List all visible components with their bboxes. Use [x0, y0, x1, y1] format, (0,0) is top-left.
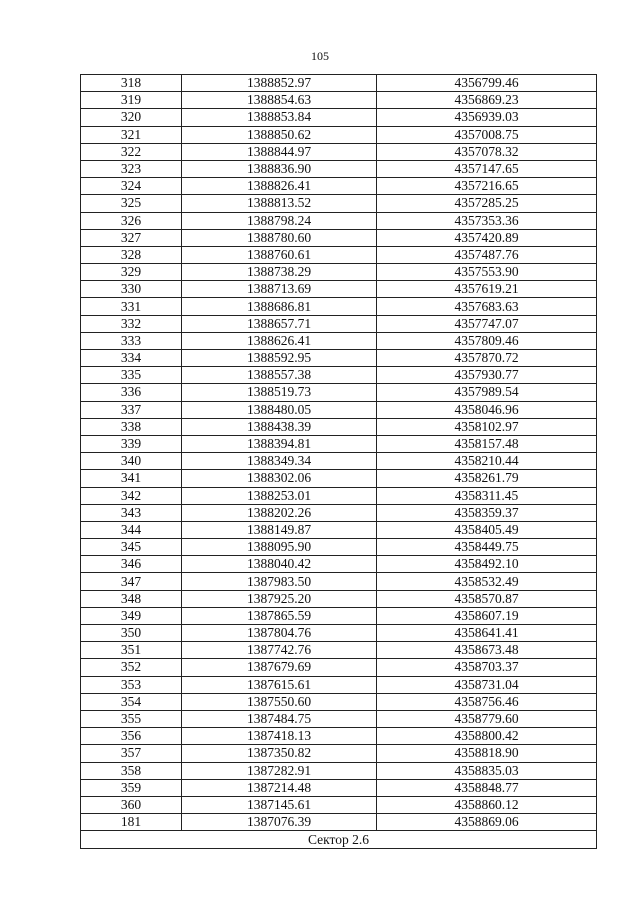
x-coordinate-cell: 1387742.76 — [182, 642, 377, 659]
x-coordinate-cell: 1387550.60 — [182, 693, 377, 710]
table-row — [81, 470, 597, 487]
x-coordinate-cell: 1388836.90 — [182, 160, 377, 177]
x-coordinate-cell: 1388826.41 — [182, 178, 377, 195]
point-number-cell: 341 — [81, 470, 182, 487]
y-coordinate-cell: 4357487.76 — [377, 246, 597, 263]
point-number-cell: 353 — [81, 676, 182, 693]
point-number-cell: 327 — [81, 229, 182, 246]
table-row — [81, 143, 597, 160]
x-coordinate-cell: 1388040.42 — [182, 556, 377, 573]
y-coordinate-cell: 4357747.07 — [377, 315, 597, 332]
table-row — [81, 728, 597, 745]
y-coordinate-cell: 4358860.12 — [377, 796, 597, 813]
point-number-cell: 336 — [81, 384, 182, 401]
x-coordinate-cell: 1388686.81 — [182, 298, 377, 315]
y-coordinate-cell: 4357285.25 — [377, 195, 597, 212]
y-coordinate-cell: 4358492.10 — [377, 556, 597, 573]
point-number-cell: 351 — [81, 642, 182, 659]
x-coordinate-cell: 1388149.87 — [182, 521, 377, 538]
y-coordinate-cell: 4358570.87 — [377, 590, 597, 607]
table-row — [81, 315, 597, 332]
point-number-cell: 319 — [81, 92, 182, 109]
x-coordinate-cell: 1387214.48 — [182, 779, 377, 796]
point-number-cell: 320 — [81, 109, 182, 126]
x-coordinate-cell: 1388480.05 — [182, 401, 377, 418]
y-coordinate-cell: 4357420.89 — [377, 229, 597, 246]
point-number-cell: 346 — [81, 556, 182, 573]
x-coordinate-cell: 1388813.52 — [182, 195, 377, 212]
point-number-cell: 355 — [81, 710, 182, 727]
x-coordinate-cell: 1388760.61 — [182, 246, 377, 263]
y-coordinate-cell: 4358449.75 — [377, 539, 597, 556]
x-coordinate-cell: 1388592.95 — [182, 350, 377, 367]
point-number-cell: 358 — [81, 762, 182, 779]
table-row — [81, 298, 597, 315]
point-number-cell: 354 — [81, 693, 182, 710]
x-coordinate-cell: 1387282.91 — [182, 762, 377, 779]
table-row — [81, 178, 597, 195]
point-number-cell: 342 — [81, 487, 182, 504]
table-row — [81, 590, 597, 607]
y-coordinate-cell: 4357989.54 — [377, 384, 597, 401]
point-number-cell: 359 — [81, 779, 182, 796]
point-number-cell: 338 — [81, 418, 182, 435]
table-row — [81, 573, 597, 590]
table-row — [81, 487, 597, 504]
x-coordinate-cell: 1388519.73 — [182, 384, 377, 401]
point-number-cell: 347 — [81, 573, 182, 590]
y-coordinate-cell: 4358359.37 — [377, 504, 597, 521]
table-row — [81, 212, 597, 229]
table-row — [81, 350, 597, 367]
y-coordinate-cell: 4358607.19 — [377, 607, 597, 624]
x-coordinate-cell: 1388302.06 — [182, 470, 377, 487]
table-row — [81, 607, 597, 624]
x-coordinate-cell: 1388798.24 — [182, 212, 377, 229]
y-coordinate-cell: 4358046.96 — [377, 401, 597, 418]
y-coordinate-cell: 4358157.48 — [377, 435, 597, 452]
x-coordinate-cell: 1388853.84 — [182, 109, 377, 126]
table-row — [81, 693, 597, 710]
y-coordinate-cell: 4357147.65 — [377, 160, 597, 177]
table-row — [81, 92, 597, 109]
point-number-cell: 343 — [81, 504, 182, 521]
x-coordinate-cell: 1387484.75 — [182, 710, 377, 727]
point-number-cell: 318 — [81, 75, 182, 92]
y-coordinate-cell: 4358261.79 — [377, 470, 597, 487]
coordinates-table — [80, 74, 597, 849]
x-coordinate-cell: 1388626.41 — [182, 332, 377, 349]
table-row — [81, 814, 597, 831]
point-number-cell: 325 — [81, 195, 182, 212]
point-number-cell: 348 — [81, 590, 182, 607]
table-row — [81, 796, 597, 813]
table-row — [81, 418, 597, 435]
point-number-cell: 323 — [81, 160, 182, 177]
table-row — [81, 384, 597, 401]
table-row — [81, 195, 597, 212]
y-coordinate-cell: 4357008.75 — [377, 126, 597, 143]
point-number-cell: 345 — [81, 539, 182, 556]
y-coordinate-cell: 4358102.97 — [377, 418, 597, 435]
point-number-cell: 321 — [81, 126, 182, 143]
y-coordinate-cell: 4358869.06 — [377, 814, 597, 831]
table-row — [81, 625, 597, 642]
x-coordinate-cell: 1388202.26 — [182, 504, 377, 521]
x-coordinate-cell: 1388852.97 — [182, 75, 377, 92]
point-number-cell: 350 — [81, 625, 182, 642]
x-coordinate-cell: 1388557.38 — [182, 367, 377, 384]
y-coordinate-cell: 4358756.46 — [377, 693, 597, 710]
point-number-cell: 337 — [81, 401, 182, 418]
x-coordinate-cell: 1388253.01 — [182, 487, 377, 504]
table-row — [81, 659, 597, 676]
y-coordinate-cell: 4358641.41 — [377, 625, 597, 642]
point-number-cell: 324 — [81, 178, 182, 195]
table-row — [81, 539, 597, 556]
point-number-cell: 333 — [81, 332, 182, 349]
table-row — [81, 521, 597, 538]
point-number-cell: 340 — [81, 453, 182, 470]
table-row — [81, 779, 597, 796]
point-number-cell: 326 — [81, 212, 182, 229]
x-coordinate-cell: 1387615.61 — [182, 676, 377, 693]
y-coordinate-cell: 4358703.37 — [377, 659, 597, 676]
y-coordinate-cell: 4358818.90 — [377, 745, 597, 762]
point-number-cell: 181 — [81, 814, 182, 831]
point-number-cell: 332 — [81, 315, 182, 332]
y-coordinate-cell: 4357870.72 — [377, 350, 597, 367]
table-row — [81, 160, 597, 177]
y-coordinate-cell: 4356939.03 — [377, 109, 597, 126]
table-row — [81, 75, 597, 92]
y-coordinate-cell: 4358673.48 — [377, 642, 597, 659]
y-coordinate-cell: 4357930.77 — [377, 367, 597, 384]
table-row — [81, 229, 597, 246]
x-coordinate-cell: 1387679.69 — [182, 659, 377, 676]
y-coordinate-cell: 4356799.46 — [377, 75, 597, 92]
y-coordinate-cell: 4358405.49 — [377, 521, 597, 538]
table-row — [81, 126, 597, 143]
table-row — [81, 401, 597, 418]
point-number-cell: 339 — [81, 435, 182, 452]
page-number: 105 — [311, 49, 329, 63]
point-number-cell: 329 — [81, 264, 182, 281]
x-coordinate-cell: 1388657.71 — [182, 315, 377, 332]
point-number-cell: 322 — [81, 143, 182, 160]
y-coordinate-cell: 4358532.49 — [377, 573, 597, 590]
x-coordinate-cell: 1388095.90 — [182, 539, 377, 556]
y-coordinate-cell: 4357619.21 — [377, 281, 597, 298]
table-row — [81, 109, 597, 126]
point-number-cell: 357 — [81, 745, 182, 762]
table-row — [81, 676, 597, 693]
x-coordinate-cell: 1387145.61 — [182, 796, 377, 813]
x-coordinate-cell: 1387076.39 — [182, 814, 377, 831]
y-coordinate-cell: 4357216.65 — [377, 178, 597, 195]
table-row — [81, 504, 597, 521]
y-coordinate-cell: 4358848.77 — [377, 779, 597, 796]
x-coordinate-cell: 1388850.62 — [182, 126, 377, 143]
point-number-cell: 334 — [81, 350, 182, 367]
section-label: Сектор 2.6 — [81, 831, 597, 849]
point-number-cell: 328 — [81, 246, 182, 263]
table-row — [81, 281, 597, 298]
x-coordinate-cell: 1387925.20 — [182, 590, 377, 607]
y-coordinate-cell: 4358835.03 — [377, 762, 597, 779]
y-coordinate-cell: 4357353.36 — [377, 212, 597, 229]
x-coordinate-cell: 1388738.29 — [182, 264, 377, 281]
y-coordinate-cell: 4357683.63 — [377, 298, 597, 315]
section-row — [81, 831, 597, 849]
point-number-cell: 349 — [81, 607, 182, 624]
table-row — [81, 642, 597, 659]
y-coordinate-cell: 4358779.60 — [377, 710, 597, 727]
table-row — [81, 367, 597, 384]
point-number-cell: 335 — [81, 367, 182, 384]
x-coordinate-cell: 1387350.82 — [182, 745, 377, 762]
point-number-cell: 344 — [81, 521, 182, 538]
x-coordinate-cell: 1387804.76 — [182, 625, 377, 642]
x-coordinate-cell: 1388713.69 — [182, 281, 377, 298]
x-coordinate-cell: 1388780.60 — [182, 229, 377, 246]
x-coordinate-cell: 1387418.13 — [182, 728, 377, 745]
point-number-cell: 330 — [81, 281, 182, 298]
table-row — [81, 556, 597, 573]
y-coordinate-cell: 4358800.42 — [377, 728, 597, 745]
table-row — [81, 453, 597, 470]
table-row — [81, 745, 597, 762]
table-row — [81, 762, 597, 779]
x-coordinate-cell: 1388844.97 — [182, 143, 377, 160]
point-number-cell: 331 — [81, 298, 182, 315]
y-coordinate-cell: 4358210.44 — [377, 453, 597, 470]
x-coordinate-cell: 1388854.63 — [182, 92, 377, 109]
table-row — [81, 332, 597, 349]
point-number-cell: 352 — [81, 659, 182, 676]
table-row — [81, 710, 597, 727]
y-coordinate-cell: 4357553.90 — [377, 264, 597, 281]
y-coordinate-cell: 4357809.46 — [377, 332, 597, 349]
table-row — [81, 435, 597, 452]
y-coordinate-cell: 4358311.45 — [377, 487, 597, 504]
x-coordinate-cell: 1388349.34 — [182, 453, 377, 470]
y-coordinate-cell: 4357078.32 — [377, 143, 597, 160]
y-coordinate-cell: 4356869.23 — [377, 92, 597, 109]
y-coordinate-cell: 4358731.04 — [377, 676, 597, 693]
point-number-cell: 360 — [81, 796, 182, 813]
table-row — [81, 264, 597, 281]
table-row — [81, 246, 597, 263]
x-coordinate-cell: 1388438.39 — [182, 418, 377, 435]
point-number-cell: 356 — [81, 728, 182, 745]
table-body — [81, 75, 597, 849]
x-coordinate-cell: 1387865.59 — [182, 607, 377, 624]
x-coordinate-cell: 1387983.50 — [182, 573, 377, 590]
x-coordinate-cell: 1388394.81 — [182, 435, 377, 452]
